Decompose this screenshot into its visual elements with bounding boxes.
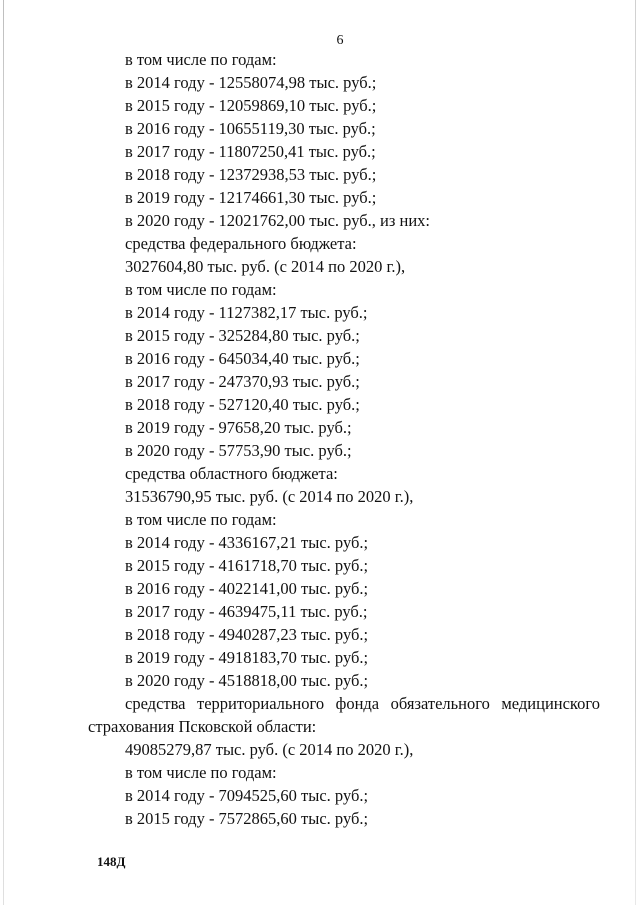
text-line: в 2019 году - 97658,20 тыс. руб.; — [125, 418, 352, 437]
text-line: в 2016 году - 10655119,30 тыс. руб.; — [125, 119, 376, 138]
scan-edge-left — [3, 0, 4, 905]
text-line: в 2017 году - 247370,93 тыс. руб.; — [125, 372, 360, 391]
text-line: в том числе по годам: — [125, 763, 277, 782]
text-line: средства областного бюджета: — [125, 464, 338, 483]
tfoms-continuation-line: страхования Псковской области: — [88, 717, 317, 736]
tfoms-word: фонда — [335, 694, 380, 713]
text-line: в 2017 году - 11807250,41 тыс. руб.; — [125, 142, 376, 161]
text-line: в 2020 году - 4518818,00 тыс. руб.; — [125, 671, 369, 690]
scan-edge-right — [635, 0, 636, 905]
text-line: 3027604,80 тыс. руб. (с 2014 по 2020 г.), — [125, 257, 406, 276]
text-line: в 2018 году - 527120,40 тыс. руб.; — [125, 395, 360, 414]
text-line: в 2019 году - 4918183,70 тыс. руб.; — [125, 648, 369, 667]
text-line: 31536790,95 тыс. руб. (с 2014 по 2020 г.), — [125, 487, 414, 506]
text-line: в том числе по годам: — [125, 50, 277, 69]
text-line: в 2017 году - 4639475,11 тыс. руб.; — [125, 602, 368, 621]
text-line: в 2018 году - 4940287,23 тыс. руб.; — [125, 625, 369, 644]
text-line: 49085279,87 тыс. руб. (с 2014 по 2020 г.), — [125, 740, 414, 759]
text-line: в 2015 году - 7572865,60 тыс. руб.; — [125, 809, 369, 828]
text-line: в 2014 году - 4336167,21 тыс. руб.; — [125, 533, 369, 552]
text-line: в том числе по годам: — [125, 510, 277, 529]
text-line: в 2016 году - 4022141,00 тыс. руб.; — [125, 579, 369, 598]
text-line: средства федерального бюджета: — [125, 234, 357, 253]
text-line: в 2020 году - 57753,90 тыс. руб.; — [125, 441, 352, 460]
text-line: в том числе по годам: — [125, 280, 277, 299]
text-line: в 2015 году - 12059869,10 тыс. руб.; — [125, 96, 377, 115]
text-line: в 2014 году - 7094525,60 тыс. руб.; — [125, 786, 369, 805]
tfoms-heading-line — [88, 692, 600, 715]
tfoms-word: средства — [125, 694, 186, 713]
footer-document-code: 148Д — [97, 854, 126, 869]
text-line: в 2014 году - 12558074,98 тыс. руб.; — [125, 73, 377, 92]
text-line: в 2020 году - 12021762,00 тыс. руб., из них: — [125, 211, 430, 230]
page-number: 6 — [336, 33, 344, 48]
tfoms-word: медицинского — [501, 694, 600, 713]
tfoms-word: территориального — [197, 694, 325, 713]
document-body — [88, 48, 600, 830]
text-line: в 2014 году - 1127382,17 тыс. руб.; — [125, 303, 368, 322]
text-line: в 2015 году - 325284,80 тыс. руб.; — [125, 326, 360, 345]
text-line: в 2019 году - 12174661,30 тыс. руб.; — [125, 188, 377, 207]
text-line: в 2018 году - 12372938,53 тыс. руб.; — [125, 165, 377, 184]
tfoms-word: обязательного — [390, 694, 490, 713]
text-line: в 2016 году - 645034,40 тыс. руб.; — [125, 349, 360, 368]
text-line: в 2015 году - 4161718,70 тыс. руб.; — [125, 556, 369, 575]
